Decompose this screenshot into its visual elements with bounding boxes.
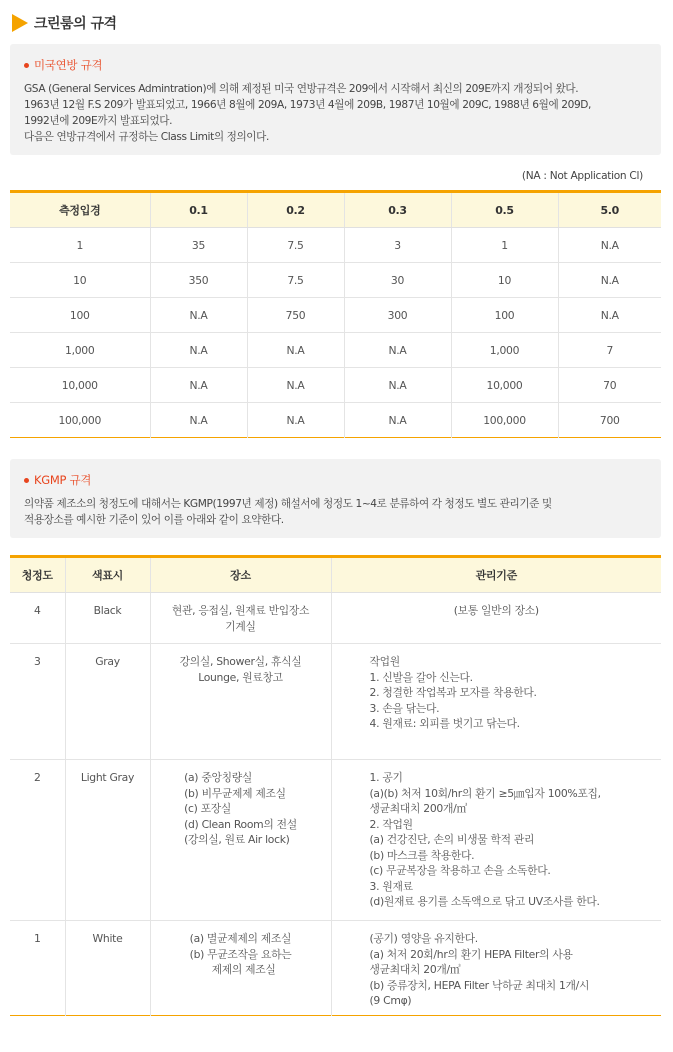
criteria-line: (b) 마스크를 착용한다. (369, 848, 475, 862)
criteria-line: (보통 일반의 장소) (453, 604, 539, 617)
places-cell (150, 644, 331, 760)
header-cell: 색표시 (65, 557, 150, 593)
criteria-cell (331, 593, 661, 644)
table-cell: N.A (344, 368, 451, 403)
dot-bullet-icon (24, 63, 29, 68)
table-row (10, 228, 661, 263)
criteria-line: 2. 청결한 작업복과 모자를 착용한다. (369, 686, 537, 699)
table-cell: 700 (558, 403, 661, 438)
table-cell: 30 (344, 263, 451, 298)
table-cell: N.A (247, 333, 344, 368)
criteria-line: (b) 증류장치, HEPA Filter 낙하균 최대치 1개/시 (369, 978, 590, 992)
table-cell: 10 (10, 263, 150, 298)
table-cell: N.A (558, 228, 661, 263)
place-line: (강의실, 원료 Air lock) (184, 833, 290, 846)
table-cell: N.A (150, 333, 247, 368)
criteria-line: (c) 무균복장을 착용하고 손을 소독한다. (369, 864, 551, 877)
page-title (12, 12, 117, 34)
table-header-row (10, 557, 661, 593)
header-cell: 청정도 (10, 557, 65, 593)
place-line: 현관, 응접실, 원재료 반입장소 (171, 604, 310, 617)
table-cell: 300 (344, 298, 451, 333)
color-cell: Gray (65, 644, 150, 760)
table-cell: 7.5 (247, 228, 344, 263)
table-row (10, 368, 661, 403)
criteria-line: 2. 작업원 (369, 817, 413, 831)
grade-cell: 2 (10, 760, 65, 921)
place-line: (a) 중앙칭량실 (184, 771, 252, 784)
table-cell: 3 (344, 228, 451, 263)
table-cell: 1 (10, 228, 150, 263)
table-cell: N.A (150, 403, 247, 438)
place-line: (b) 비무균제제 제조실 (184, 786, 286, 800)
criteria-line: (d)원재료 용기를 소독액으로 닦고 UV조사를 한다. (369, 895, 600, 908)
us-standard-box (10, 44, 661, 155)
us-paragraph-1: GSA (General Services Admintration)에 의해 제정된 미국 연방규격은 209에서 시작해서 최신의 209E까지 개정되어 왔다. (24, 83, 579, 95)
us-paragraph-3: 1992년에 209E까지 발표되었다. (24, 115, 173, 127)
color-cell: White (65, 921, 150, 1016)
table-cell: 1,000 (10, 333, 150, 368)
table-cell: 35 (150, 228, 247, 263)
table-cell: 100,000 (58, 413, 102, 427)
header-cell: 0.5 (451, 192, 558, 228)
criteria-line: 작업원 (369, 655, 400, 668)
places-cell (150, 593, 331, 644)
table-cell: 10,000 (10, 368, 150, 403)
table-row (10, 333, 661, 368)
na-note: (NA : Not Application Cl) (521, 170, 643, 182)
criteria-line: (공기) 영양을 유지한다. (369, 932, 478, 945)
table-cell: N.A (247, 403, 344, 438)
table-cell: N.A (344, 333, 451, 368)
table-row (10, 644, 661, 760)
header-cell: 5.0 (558, 192, 661, 228)
kgmp-table (10, 555, 661, 1016)
table-cell: 1 (451, 228, 558, 263)
places-cell (150, 760, 331, 921)
kgmp-heading-text: KGMP 규격 (34, 473, 92, 487)
table-cell: 750 (247, 298, 344, 333)
table-header-row (10, 192, 661, 228)
header-cell: 장소 (150, 557, 331, 593)
place-line: 제제의 제조실 (211, 963, 276, 976)
places-list (190, 931, 292, 978)
color-cell: Black (65, 593, 150, 644)
place-line: 기계실 (225, 619, 256, 633)
table-row (10, 760, 661, 921)
criteria-line: (9 Cmφ) (369, 994, 412, 1007)
table-cell: 70 (558, 368, 661, 403)
criteria-line: 생균최대치 20개/㎥ (369, 963, 461, 976)
table-cell: N.A (558, 298, 661, 333)
kgmp-standard-box (10, 459, 661, 538)
us-standard-heading (24, 57, 647, 73)
criteria-line: 1. 신발을 갈아 신는다. (369, 670, 473, 684)
class-limit-table (10, 190, 661, 438)
table-row (10, 263, 661, 298)
page-title-text: 크린룸의 규격 (34, 16, 117, 32)
table-row (10, 593, 661, 644)
table-cell: 100 (10, 298, 150, 333)
table-cell: N.A (150, 298, 247, 333)
header-cell: 0.2 (247, 192, 344, 228)
us-paragraph-4: 다음은 연방규격에서 규정하는 Class Limit의 정의이다. (24, 131, 269, 143)
criteria-line: 1. 공기 (369, 771, 403, 784)
table-row (10, 921, 661, 1016)
table-cell: 100 (451, 298, 558, 333)
table-cell: 10,000 (451, 368, 558, 403)
color-cell: Light Gray (65, 760, 150, 921)
table-cell: 100,000 (451, 403, 558, 438)
criteria-line: 3. 원재료 (369, 879, 413, 893)
criteria-line: 4. 원재료: 외피를 벗기고 닦는다. (369, 717, 520, 730)
place-line: Lounge, 원료창고 (198, 670, 283, 684)
header-cell: 0.3 (344, 192, 451, 228)
us-paragraph-2: 1963년 12월 F.S 209가 발표되었고, 1966년 8월에 209A, 1973년 4월에 209B, 1987년 10월에 209C, 1988년 6월에 209D, (24, 99, 592, 111)
table-cell: N.A (150, 368, 247, 403)
place-line: (d) Clean Room의 전설 (184, 817, 297, 831)
kgmp-paragraph-2: 적용장소를 예시한 기준이 있어 이를 아래와 같이 요약한다. (24, 514, 284, 526)
table-cell: N.A (344, 403, 451, 438)
arrow-bullet-icon (12, 14, 28, 32)
criteria-line: 생균최대치 200개/㎥ (369, 802, 467, 815)
table-row (10, 403, 661, 438)
kgmp-paragraph-1: 의약품 제조소의 청정도에 대해서는 KGMP(1997년 제정) 해설서에 청정도 1~4로 분류하여 각 청정도 별도 관리기준 및 (24, 498, 552, 510)
header-cell: 측정입경 (10, 192, 150, 228)
place-line: 강의실, Shower실, 휴식실 (179, 655, 302, 668)
kgmp-heading (24, 472, 647, 488)
criteria-line: (a)(b) 처저 10회/hr의 환기 ≥5㎛입자 100%포집, (369, 786, 601, 800)
header-cell: 관리기준 (331, 557, 661, 593)
criteria-line: 3. 손을 닦는다. (369, 701, 440, 715)
place-line: (c) 포장실 (184, 802, 232, 815)
places-cell (150, 921, 331, 1016)
table-cell: 7.5 (247, 263, 344, 298)
table-cell: 10 (451, 263, 558, 298)
criteria-line: (a) 건강진단, 손의 비생물 학적 관리 (369, 833, 535, 846)
grade-cell: 3 (10, 644, 65, 760)
grade-cell: 4 (10, 593, 65, 644)
table-cell: 350 (150, 263, 247, 298)
us-standard-heading-text: 미국연방 규격 (34, 58, 103, 72)
header-cell: 0.1 (150, 192, 247, 228)
places-list (184, 770, 297, 848)
table-cell: 7 (558, 333, 661, 368)
grade-cell: 1 (33, 932, 41, 945)
table-cell: N.A (558, 263, 661, 298)
criteria-cell (331, 760, 661, 921)
dot-bullet-icon (24, 478, 29, 483)
place-line: (b) 무균조작을 요하는 (189, 947, 292, 961)
criteria-cell (331, 921, 661, 1016)
criteria-cell (331, 644, 661, 760)
criteria-line: (a) 처저 20회/hr의 환기 HEPA Filter의 사용 (369, 947, 573, 961)
table-cell: N.A (247, 368, 344, 403)
place-line: (a) 멸균제제의 제조실 (189, 932, 292, 945)
table-row (10, 298, 661, 333)
table-cell: 1,000 (451, 333, 558, 368)
